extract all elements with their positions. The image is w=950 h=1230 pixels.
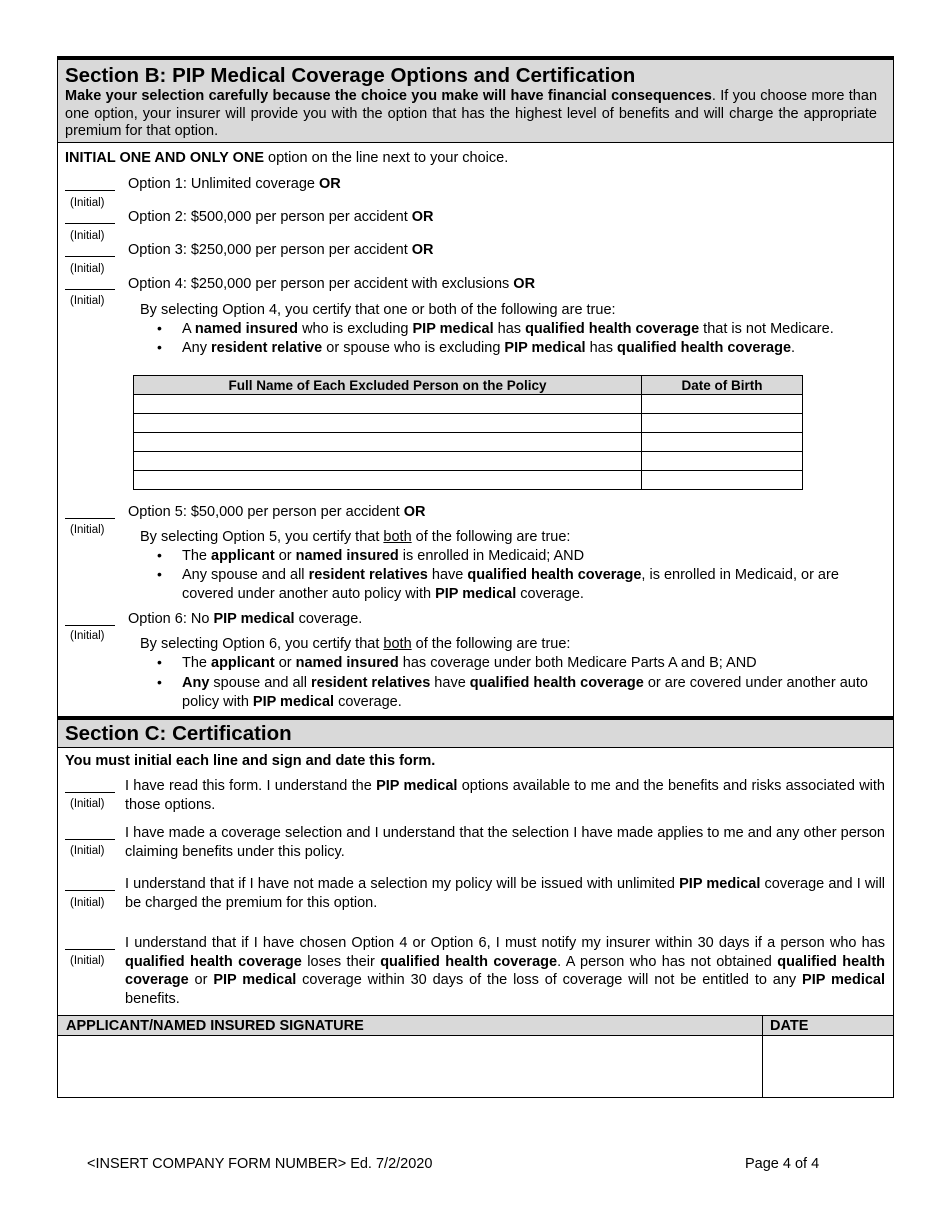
text-segment: , is enrolled in Medicaid, or are covered under another auto policy with — [182, 567, 839, 602]
text-segment: coverage and I will be charged the premium for this option. — [125, 876, 886, 911]
text-segment: of the following are true: — [411, 529, 571, 545]
bold-text: PIP medical — [435, 585, 517, 602]
text-segment: Option 4: $250,000 per person per accident with exclusions — [128, 276, 514, 292]
initial-label: (Initial) — [70, 897, 105, 909]
text-segment: who is excluding — [298, 321, 413, 337]
date-of-birth-header: Date of Birth — [642, 376, 803, 395]
bold-text: OR — [403, 504, 426, 520]
text-segment: spouse and all — [209, 675, 311, 691]
section-b-instruction — [65, 149, 508, 167]
section-b-title: Section B: PIP Medical Coverage Options and Certification — [65, 64, 636, 87]
date-of-birth-cell[interactable] — [642, 433, 803, 452]
text-segment: Option 1: Unlimited coverage — [128, 176, 320, 192]
option-2-initial-line[interactable] — [65, 223, 115, 224]
text-segment: By selecting Option 6, you certify that — [140, 636, 384, 652]
option-5-bullet-2 — [182, 566, 887, 603]
section-c-instruction — [65, 752, 435, 770]
text-segment: or — [274, 548, 296, 564]
text-segment: benefits. — [125, 990, 180, 1007]
cert-item-4 — [125, 934, 885, 1008]
cert-3-initial-line[interactable] — [65, 890, 115, 891]
bullet: • — [157, 547, 162, 563]
option-5-initial-line[interactable] — [65, 518, 115, 519]
bold-text: Any — [182, 675, 210, 691]
text-segment: or — [188, 972, 214, 988]
text-segment: Option 2: $500,000 per person per accident — [128, 209, 412, 225]
underlined-text: both — [383, 636, 412, 652]
table-row — [134, 395, 803, 414]
bold-text: PIP medical — [376, 778, 458, 794]
text-segment: Any — [182, 340, 212, 356]
text-segment: has coverage under both Medicare Parts A and B; AND — [398, 655, 757, 671]
text-segment: is enrolled in Medicaid; AND — [398, 548, 585, 564]
excluded-name-cell[interactable] — [134, 395, 642, 414]
bold-text: OR — [513, 276, 536, 292]
initial-label: (Initial) — [70, 630, 105, 642]
bold-text: resident relatives — [310, 675, 431, 691]
text-segment: Option 5: $50,000 per person per accident — [128, 504, 404, 520]
text-segment: has — [585, 340, 617, 356]
table-row — [134, 471, 803, 490]
option-5-label — [128, 503, 425, 521]
text-segment: I understand that if I have chosen Option 4 or Option 6, I must notify my insurer within 30 days if a person who has — [125, 935, 885, 951]
text-segment: Option 3: $250,000 per person per accident — [128, 242, 412, 258]
initial-label: (Initial) — [70, 197, 105, 209]
excluded-name-cell[interactable] — [134, 433, 642, 452]
text-segment: I understand that if I have not made a selection my policy will be issued with unlimited — [125, 876, 680, 892]
table-row — [134, 414, 803, 433]
text-segment: options available to me and the benefits and risks associated with those options. — [125, 778, 885, 813]
option-3-initial-line[interactable] — [65, 256, 115, 257]
option-6-label — [128, 610, 362, 628]
text-segment: has — [493, 321, 526, 337]
bullet: • — [157, 674, 162, 690]
text-segment: The — [182, 655, 212, 671]
text-segment: loses their — [301, 953, 381, 970]
date-of-birth-cell[interactable] — [642, 414, 803, 433]
text-segment: The — [182, 548, 212, 564]
date-of-birth-cell[interactable] — [642, 471, 803, 490]
table-row — [134, 433, 803, 452]
option-4-label — [128, 275, 535, 293]
initial-label: (Initial) — [70, 798, 105, 810]
bold-text: resident relative — [211, 340, 323, 356]
text-segment: Option 6: No — [128, 611, 214, 627]
bullet: • — [157, 339, 162, 355]
text-segment: have — [427, 567, 468, 583]
text-segment: of the following are true: — [411, 636, 571, 652]
text-segment: that is not Medicare. — [699, 321, 834, 337]
bullet: • — [157, 654, 162, 670]
bold-text: named insured — [194, 321, 299, 337]
excluded-name-cell[interactable] — [134, 471, 642, 490]
bold-text: named insured — [295, 548, 399, 564]
bold-text: qualified health coverage — [380, 953, 558, 970]
option-5-certify — [140, 528, 570, 546]
initial-label: (Initial) — [70, 524, 105, 536]
bold-text: PIP medical — [412, 321, 494, 337]
option-4-bullet-1 — [182, 320, 887, 339]
bold-text: You must initial each line and sign and date this form. — [65, 753, 436, 769]
cert-item-3 — [125, 875, 885, 912]
bold-text: PIP medical — [504, 340, 586, 356]
text-segment: or — [274, 655, 296, 671]
date-of-birth-cell[interactable] — [642, 452, 803, 471]
table-row — [134, 452, 803, 471]
excluded-name-cell[interactable] — [134, 452, 642, 471]
initial-label: (Initial) — [70, 263, 105, 275]
bold-text: qualified health coverage — [525, 321, 700, 337]
option-2-label — [128, 208, 434, 226]
option-6-bullet-2 — [182, 674, 887, 711]
bullet: • — [157, 566, 162, 582]
initial-label: (Initial) — [70, 295, 105, 307]
cert-4-initial-line[interactable] — [65, 949, 115, 950]
bold-text: qualified health coverage — [125, 953, 302, 970]
date-label: DATE — [770, 1018, 809, 1034]
initial-label: (Initial) — [70, 955, 105, 967]
option-3-label — [128, 241, 434, 259]
text-segment: . A person who has not obtained — [557, 953, 778, 970]
bold-text: qualified health coverage — [469, 675, 644, 691]
page-number: Page 4 of 4 — [745, 1156, 820, 1172]
bold-text: PIP medical — [802, 972, 886, 988]
text-segment: By selecting Option 4, you certify that one or both of the following are true: — [140, 302, 616, 318]
text-segment: Any spouse and all — [182, 567, 309, 583]
bold-text: applicant — [211, 548, 275, 564]
form-number: <INSERT COMPANY FORM NUMBER> Ed. 7/2/2020 — [87, 1156, 433, 1172]
text-segment: . If you choose more than one option, your insurer will provide you with the option that has the highest level of benefits and will charge the appropriate premium for that option. — [65, 88, 878, 139]
date-field[interactable] — [763, 1036, 893, 1097]
bold-text: PIP medical — [213, 972, 297, 988]
excluded-name-header: Full Name of Each Excluded Person on the Policy — [134, 376, 642, 395]
text-segment: coverage. — [334, 693, 402, 710]
bold-text: Make your selection carefully because the choice you make will have financial consequences — [65, 88, 712, 104]
bold-text: qualified health coverage — [125, 953, 886, 988]
text-segment: coverage. — [294, 611, 363, 627]
option-5-bullet-1 — [182, 547, 887, 566]
bold-text: qualified health coverage — [467, 567, 642, 583]
bullet: • — [157, 320, 162, 336]
option-1-initial-line[interactable] — [65, 190, 115, 191]
text-segment: have — [430, 675, 470, 691]
signature-box — [57, 1015, 894, 1098]
section-c-title: Section C: Certification — [65, 722, 292, 745]
option-6-certify — [140, 635, 570, 653]
excluded-persons-table — [133, 375, 803, 490]
section-b-intro — [65, 88, 877, 141]
initial-label: (Initial) — [70, 230, 105, 242]
text-segment: I have made a coverage selection and I understand that the selection I have made applies to me and any other person claiming benefits under this policy. — [125, 825, 885, 860]
bold-text: PIP medical — [213, 611, 295, 627]
cert-1-initial-line[interactable] — [65, 792, 115, 793]
option-6-initial-line[interactable] — [65, 625, 115, 626]
cert-item-1 — [125, 777, 885, 814]
text-segment: I have read this form. I understand the — [125, 778, 377, 794]
bold-text: resident relatives — [308, 567, 428, 583]
bold-text: INITIAL ONE AND ONLY ONE — [65, 150, 264, 166]
text-segment: coverage. — [516, 585, 584, 602]
signature-field[interactable] — [58, 1036, 762, 1097]
option-6-bullet-1 — [182, 654, 887, 673]
bold-text: applicant — [211, 655, 275, 671]
bold-text: named insured — [295, 655, 399, 671]
bold-text: PIP medical — [679, 876, 761, 892]
text-segment: A — [182, 321, 195, 337]
bold-text: qualified health coverage — [616, 340, 792, 356]
text-segment: option on the line next to your choice. — [264, 150, 509, 166]
option-4-initial-line[interactable] — [65, 289, 115, 290]
date-of-birth-cell[interactable] — [642, 395, 803, 414]
option-4-bullet-2 — [182, 339, 887, 358]
text-segment: coverage within 30 days of the loss of coverage will not be entitled to any — [296, 972, 803, 988]
text-segment: or spouse who is excluding — [322, 340, 505, 356]
cert-item-2 — [125, 824, 885, 861]
bold-text: OR — [411, 242, 434, 258]
cert-2-initial-line[interactable] — [65, 839, 115, 840]
bold-text: OR — [411, 209, 434, 225]
bold-text: PIP medical — [252, 693, 335, 710]
text-segment: or are covered under another auto policy with — [182, 675, 868, 710]
text-segment: . — [791, 340, 796, 356]
initial-label: (Initial) — [70, 845, 105, 857]
excluded-name-cell[interactable] — [134, 414, 642, 433]
option-1-label — [128, 175, 341, 193]
text-segment: By selecting Option 5, you certify that — [140, 529, 384, 545]
signature-label: APPLICANT/NAMED INSURED SIGNATURE — [66, 1018, 364, 1034]
underlined-text: both — [383, 529, 412, 545]
bold-text: OR — [319, 176, 341, 192]
option-4-certify — [140, 301, 616, 319]
